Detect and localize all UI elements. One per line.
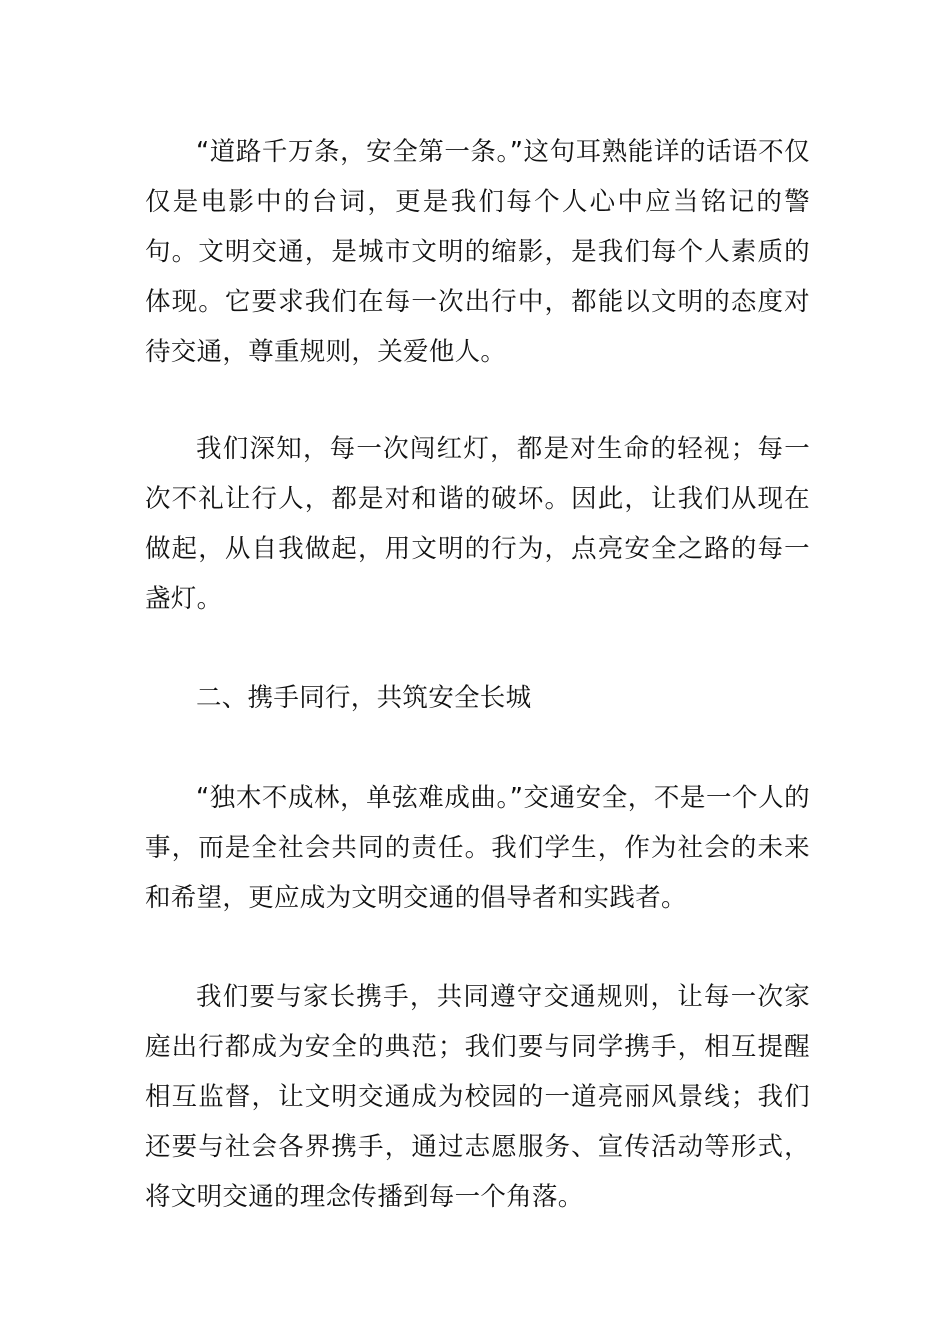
paragraph-civilized-traffic: “道路千万条，安全第一条。”这句耳熟能详的话语不仅仅是电影中的台词，更是我们每个人心中应当铭记的警句。文明交通，是城市文明的缩影，是我们每个人素质的体现。它要求我们在每一次出行中，都能以文明的态度对待交通，尊重规则，关爱他人。 xyxy=(145,137,810,367)
section-heading: 二、携手同行，共筑安全长城 xyxy=(196,683,532,713)
paragraph-shared-responsibility: “独木不成林，单弦难成曲。”交通安全，不是一个人的事，而是全社会共同的责任。我们学生，作为社会的未来和希望，更应成为文明交通的倡导者和实践者。 xyxy=(145,783,810,913)
paragraph-red-light: 我们深知，每一次闯红灯，都是对生命的轻视；每一次不礼让行人，都是对和谐的破坏。因此，让我们从现在做起，从自我做起，用文明的行为，点亮安全之路的每一盏灯。 xyxy=(145,434,810,614)
paragraph-join-hands: 我们要与家长携手，共同遵守交通规则，让每一次家庭出行都成为安全的典范；我们要与同学携手，相互提醒相互监督，让文明交通成为校园的一道亮丽风景线；我们还要与社会各界携手，通过志愿服务、宣传活动等形式，将文明交通的理念传播到每一个角落。 xyxy=(145,982,810,1212)
